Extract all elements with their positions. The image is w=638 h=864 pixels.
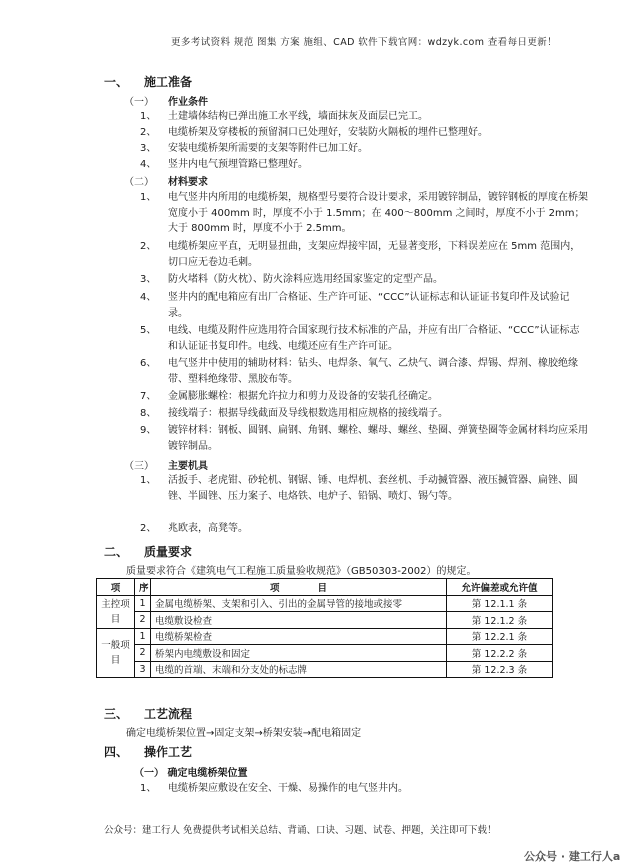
table-row: 一般项目 1 电缆桥架检查 第 12.2.1 条 <box>97 628 553 645</box>
table-row: 2 电缆敷设检查 第 12.1.2 条 <box>97 612 553 629</box>
section-3-title: 工艺流程 <box>144 707 193 721</box>
section-1-heading <box>104 73 192 90</box>
main-items-label: 主控项目 <box>97 595 135 628</box>
section-3-heading <box>104 705 192 722</box>
page-footer: 公众号：建工行人 免费提供考试相关总结、背诵、口诀、习题、试卷、押题，关注即可下载！ <box>104 825 497 836</box>
subsection-1-2-heading <box>124 173 208 188</box>
subsection-1-2-title: 材料要求 <box>168 177 208 188</box>
header-category: 项 <box>97 579 135 596</box>
section-4-title: 操作工艺 <box>144 745 193 759</box>
subsection-1-1-heading <box>124 93 208 108</box>
section-4-number: 四、 <box>104 745 129 759</box>
subsection-1-3-title: 主要机具 <box>168 461 208 472</box>
section-3-number: 三、 <box>104 707 129 721</box>
page-header: 更多考试资料 规范 图集 方案 施组、CAD 软件下载官网：wdzyk.com 查看每日更新！ <box>171 37 558 48</box>
subsection-4-1-heading: （一） 确定电缆桥架位置 <box>134 768 248 779</box>
section-1-title: 施工准备 <box>144 75 193 89</box>
table-row: 3 电缆的首端、末端和分支处的标志牌 第 12.2.3 条 <box>97 661 553 678</box>
watermark: 公众号 · 建工行人a <box>524 850 621 863</box>
subsection-1-3-number: （三） <box>124 461 154 472</box>
section-1-number: 一、 <box>104 75 129 89</box>
subsection-1-1-title: 作业条件 <box>168 97 208 108</box>
general-items-label: 一般项目 <box>97 628 135 678</box>
quality-intro: 质量要求符合《建筑电气工程施工质量验收规范》（GB50303-2002）的规定。 <box>126 566 477 577</box>
section-4-heading <box>104 743 192 760</box>
subsection-1-2-number: （二） <box>124 177 154 188</box>
section-2-number: 二、 <box>104 545 129 559</box>
section-2-title: 质量要求 <box>144 545 193 559</box>
subsection-1-1-number: （一） <box>124 97 154 108</box>
table-header-row <box>97 579 553 596</box>
process-flow: 确定电缆桥架位置→固定支架→桥架安装→配电箱固定 <box>126 728 362 739</box>
header-seq: 序 <box>135 579 151 596</box>
quality-table <box>96 578 553 678</box>
header-item: 项 目 <box>151 579 447 596</box>
table-row: 2 桥架内电缆敷设和固定 第 12.2.2 条 <box>97 645 553 662</box>
subsection-1-3-heading <box>124 457 208 472</box>
header-value: 允许偏差或允许值 <box>447 579 553 596</box>
section-2-heading <box>104 543 192 560</box>
table-row: 主控项目 1 金属电缆桥架、支架和引入、引出的金属导管的接地或接零 第 12.1.1 条 <box>97 595 553 612</box>
